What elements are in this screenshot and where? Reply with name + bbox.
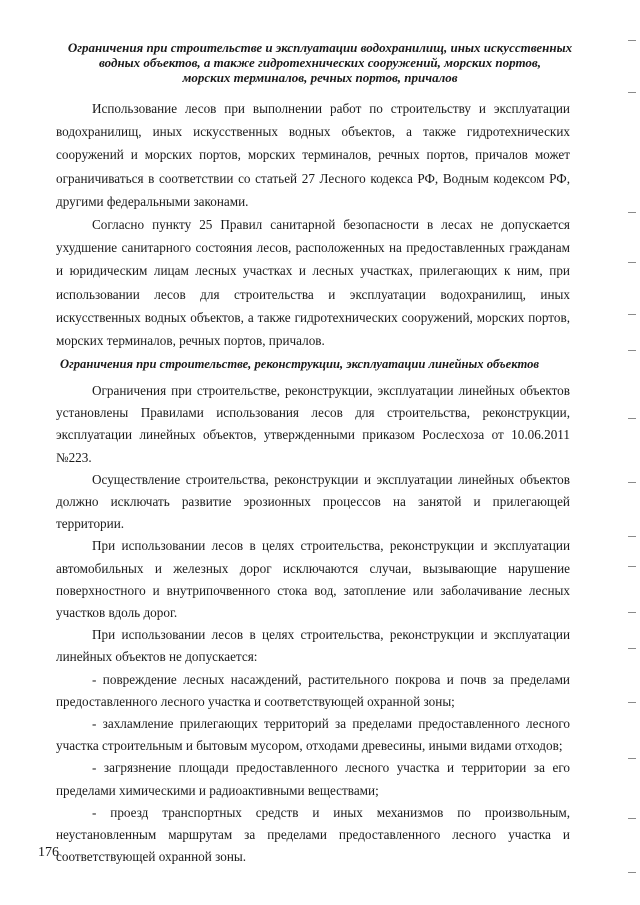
edge-tick bbox=[628, 758, 636, 759]
paragraph: При использовании лесов в целях строительства, реконструкции и эксплуатации автомобильных и железных дорог исключаются случаи, вызывающие нарушение поверхностного и внутрипочвенного стока вод, затопление или заболачивание лесных участков вдоль дорог. bbox=[56, 538, 570, 621]
edge-tick bbox=[628, 648, 636, 649]
edge-tick bbox=[628, 566, 636, 567]
edge-tick bbox=[628, 262, 636, 263]
edge-tick bbox=[628, 418, 636, 419]
paragraph: Осуществление строительства, реконструкции и эксплуатации линейных объектов должно исключать развитие эрозионных процессов на занятой и прилегающей территории. bbox=[56, 471, 570, 532]
section-body-linear-objects bbox=[56, 380, 570, 868]
edge-tick bbox=[628, 702, 636, 703]
edge-tick bbox=[628, 40, 636, 41]
paragraph: Согласно пункту 25 Правил санитарной безопасности в лесах не допускается ухудшение санитарного состояния лесов, расположенных на предоставленных гражданам и юридическим лицам лесных участках и лесных участках, прилегающих к ним, при использовании лесов для строительства и эксплуатации водохранилищ, иных искусственных водных объектов, а также гидротехнических сооружений, морских портов, морских терминалов, речных портов, причалов. bbox=[56, 217, 570, 349]
edge-tick bbox=[628, 350, 636, 351]
edge-tick bbox=[628, 818, 636, 819]
section-heading-reservoirs bbox=[40, 40, 600, 85]
heading-line: морских терминалов, речных портов, причалов bbox=[182, 70, 458, 85]
list-item: - повреждение лесных насаждений, растительного покрова и почв за пределами предоставленного лесного участка и соответствующей охранной зоны; bbox=[56, 671, 570, 709]
edge-tick bbox=[628, 872, 636, 873]
scan-edge-marks bbox=[624, 0, 636, 905]
heading-line: водных объектов, а также гидротехнических сооружений, морских портов, bbox=[99, 55, 541, 70]
paragraph: При использовании лесов в целях строительства, реконструкции и эксплуатации линейных объектов не допускается: bbox=[56, 627, 570, 665]
list-item: - захламление прилегающих территорий за пределами предоставленного лесного участка строительным и бытовым мусором, отходами древесины, иными видами отходов; bbox=[56, 716, 570, 754]
edge-tick bbox=[628, 482, 636, 483]
edge-tick bbox=[628, 212, 636, 213]
edge-tick bbox=[628, 314, 636, 315]
edge-tick bbox=[628, 536, 636, 537]
section-body-reservoirs bbox=[56, 97, 570, 352]
list-item: - загрязнение площади предоставленного лесного участка и территории за его пределами химическими и радиоактивными веществами; bbox=[56, 760, 570, 798]
paragraph: Использование лесов при выполнении работ по строительству и эксплуатации водохранилищ, иных искусственных водных объектов, а также гидротехнических сооружений и морских портов, морских терминалов, речных портов, причалов может ограничиваться в соответствии со статьей 27 Лесного кодекса РФ, Водным кодексом РФ, другими федеральными законами. bbox=[56, 101, 570, 209]
list-item: - проезд транспортных средств и иных механизмов по произвольным, неустановленным маршрутам за пределами предоставленного лесного участка и соответствующей охранной зоны. bbox=[56, 804, 570, 865]
page-number: 176 bbox=[38, 845, 59, 860]
heading-line: Ограничения при строительстве и эксплуатации водохранилищ, иных искусственных bbox=[67, 40, 573, 55]
paragraph: Ограничения при строительстве, реконструкции, эксплуатации линейных объектов установлены Правилами использования лесов для строительства, реконструкции, эксплуатации линейных объектов, утвержденными приказом Рослесхоза от 10.06.2011 №223. bbox=[56, 383, 570, 465]
edge-tick bbox=[628, 612, 636, 613]
edge-tick bbox=[628, 92, 636, 93]
section-heading-linear-objects: Ограничения при строительстве, реконструкции, эксплуатации линейных объектов bbox=[60, 357, 539, 371]
